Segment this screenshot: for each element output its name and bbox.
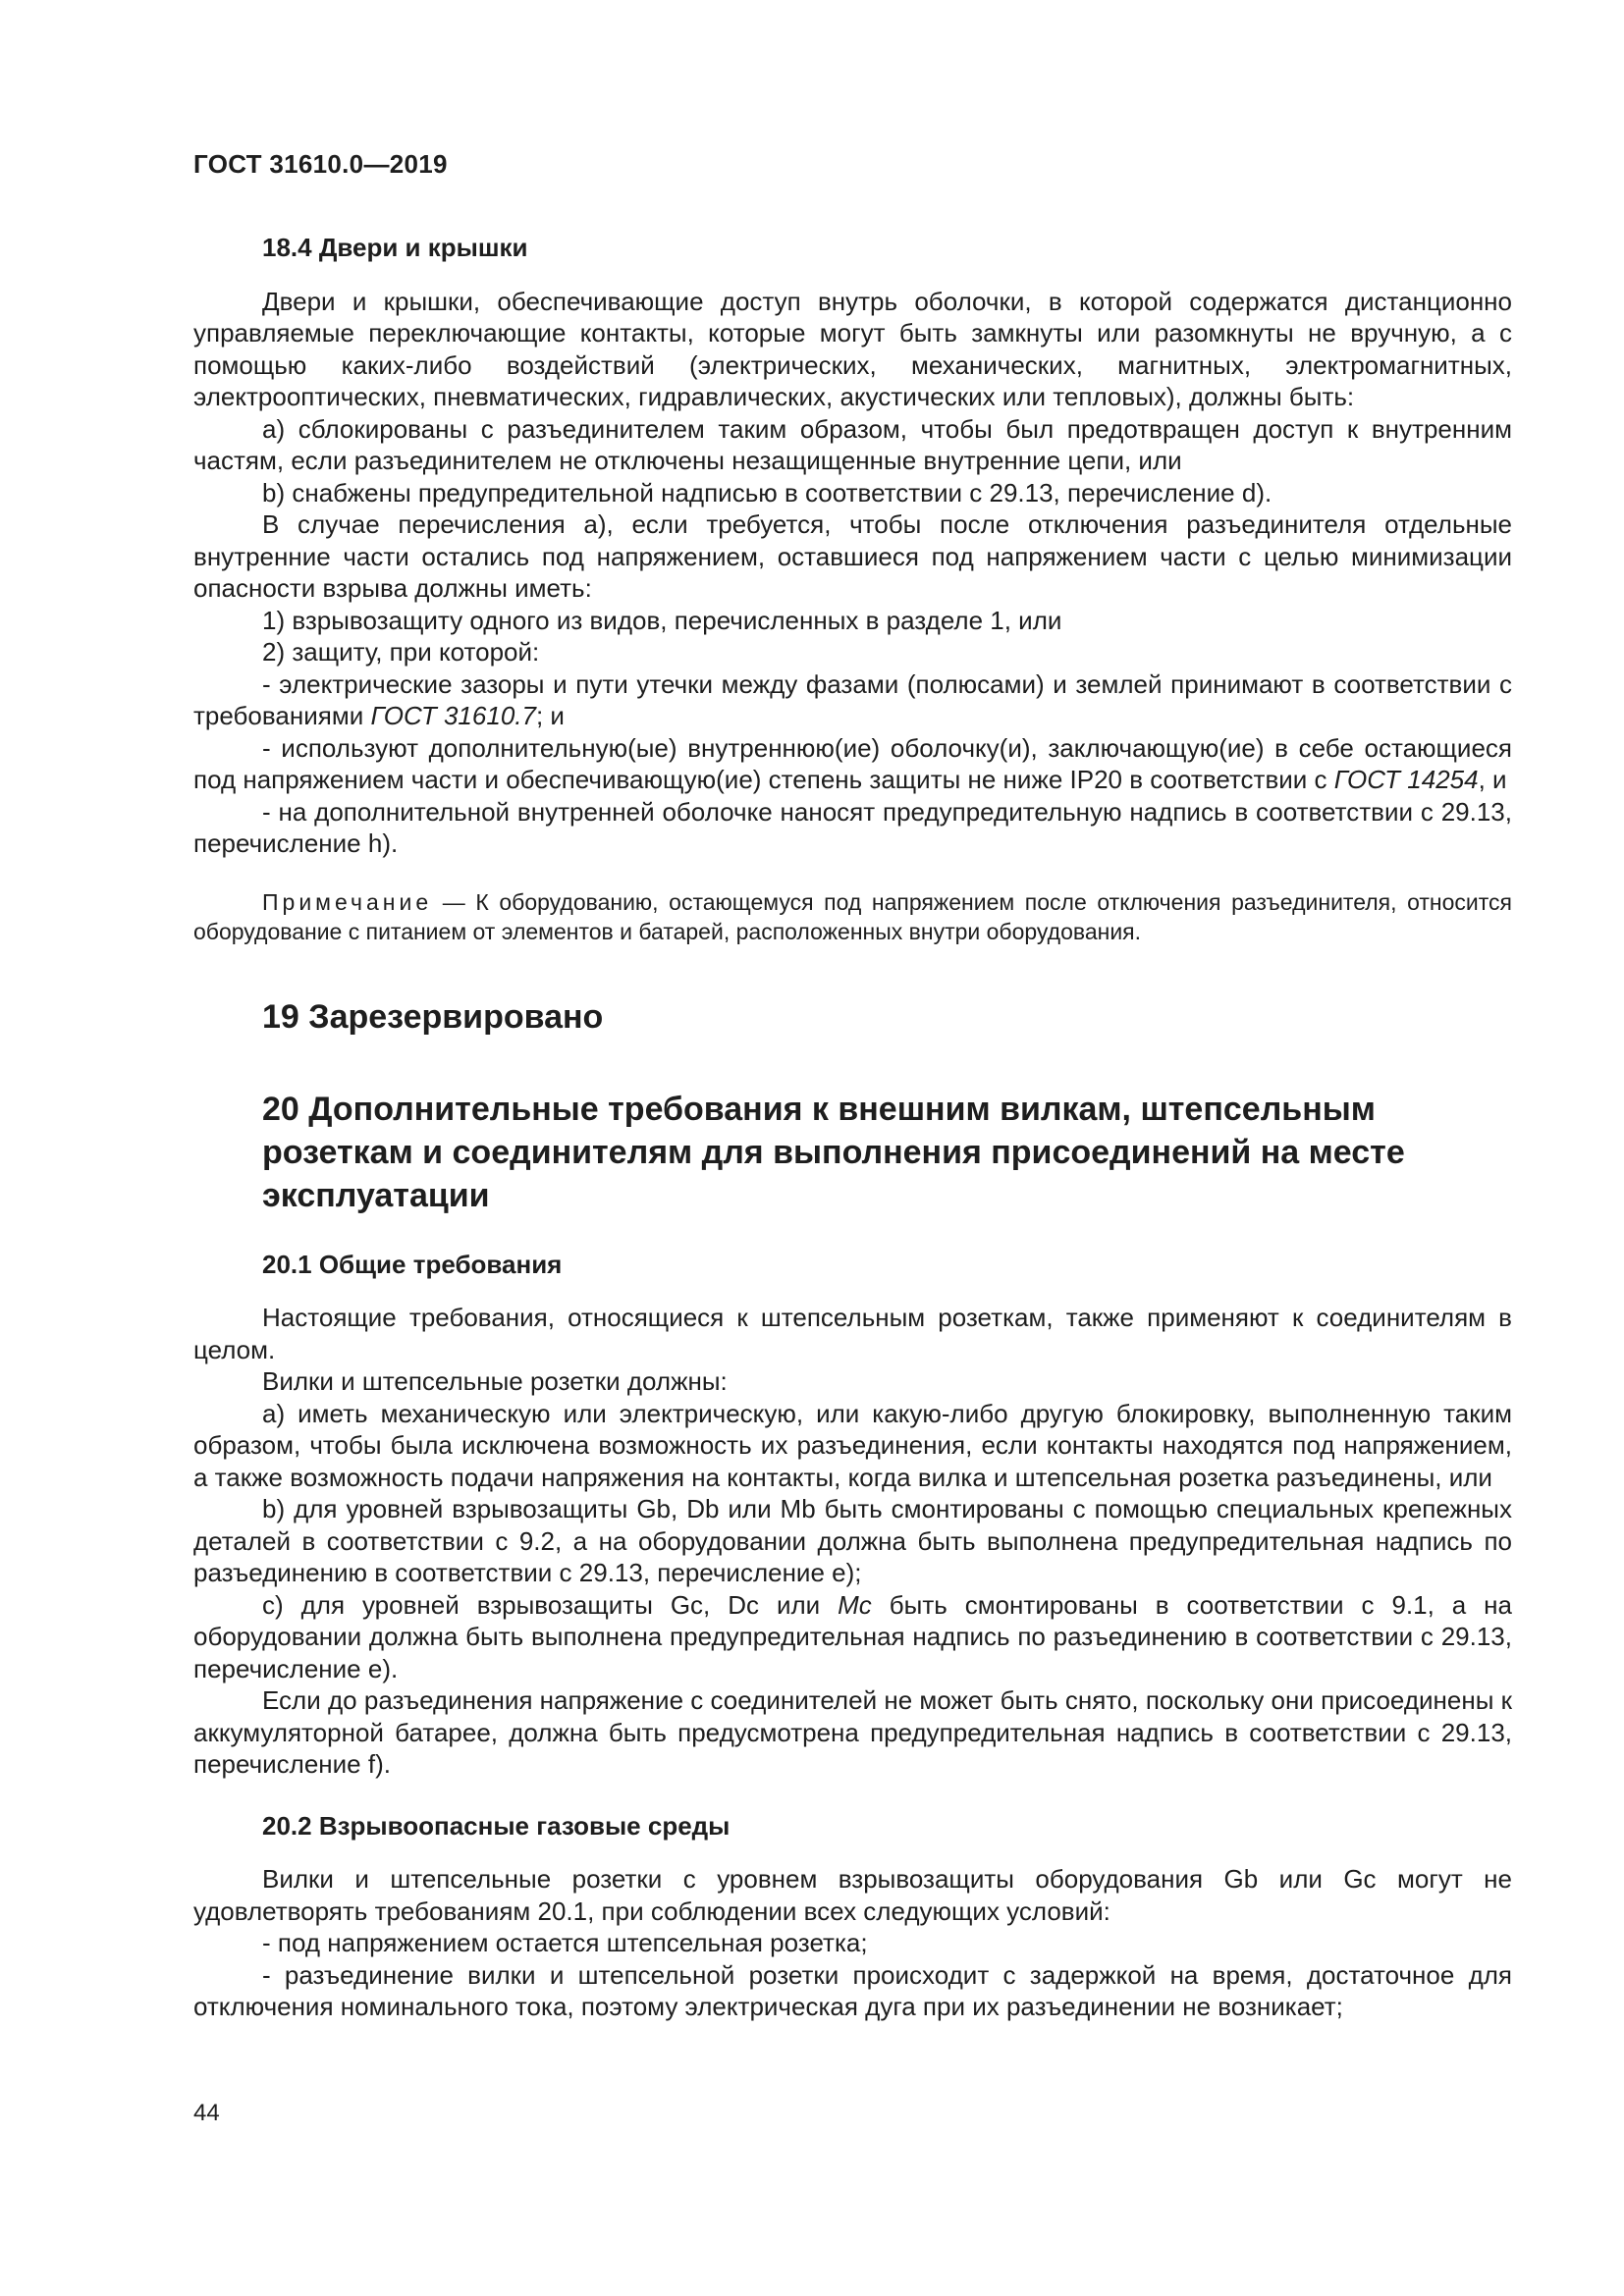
paragraph: В случае перечисления а), если требуется, чтобы после отключения разъединителя отдельные внутренние части остались под напряжением, оставшиеся под напряжением части с целью минимизации опасности взрыва должны иметь: xyxy=(193,509,1512,603)
page-number: 44 xyxy=(193,2100,220,2126)
list-item-text: c) для уровней взрывозащиты Gc, Dc или xyxy=(262,1589,839,1620)
italic-term: Mc xyxy=(838,1589,872,1620)
dash-item-text: - электрические зазоры и пути утечки между фазами (полюсами) и землей принимают в соответствии с требованиями xyxy=(193,668,1512,730)
dash-item-text: ; и xyxy=(535,701,565,730)
dash-item xyxy=(193,732,1512,796)
dash-item-text: - используют дополнительную(ые) внутреннюю(ие) оболочку(и), заключающую(ие) в себе остающиеся под напряжением части и обеспечивающую(ие) степень защиты не ниже IP20 в соответствии с xyxy=(193,732,1512,794)
section-20-heading: 20 Дополнительные требования к внешним вилкам, штепсельным розеткам и соединителям для выполнения присоединений на месте эксплуатации xyxy=(262,1090,1405,1214)
note-label: Примечание xyxy=(262,888,433,915)
standard-reference: ГОСТ 31610.7 xyxy=(370,701,536,730)
dash-item: - под напряжением остается штепсельная розетка; xyxy=(262,1928,868,1957)
note-text: — К оборудованию, остающемуся под напряжением после отключения разъединителя, относится оборудование с питанием от элементов и батарей, расположенных внутри оборудования. xyxy=(193,888,1512,944)
note xyxy=(193,887,1512,946)
list-item: b) для уровней взрывозащиты Gb, Db или Mb быть смонтированы с помощью специальных крепежных деталей в соответствии с 9.2, а на оборудовании должна быть выполнена предупредительная надпись по разъединению в соответствии с 29.13, перечисление е); xyxy=(193,1494,1512,1587)
list-item: b) снабжены предупредительной надписью в соответствии с 29.13, перечисление d). xyxy=(262,477,1272,507)
section-19-heading: 19 Зарезервировано xyxy=(262,997,604,1036)
paragraph: Двери и крышки, обеспечивающие доступ внутрь оболочки, в которой содержатся дистанционно управляемые переключающие контакты, которые могут быть замкнуты или разомкнуты не вручную, а с помощью каких-либо воздействий (электрических, механических, магнитных, электромагнитных, электрооптических, пневматических, гидравлических, акустических или тепловых), должны быть: xyxy=(193,286,1512,411)
list-item: 1) взрывозащиту одного из видов, перечисленных в разделе 1, или xyxy=(262,605,1062,635)
list-item xyxy=(193,1589,1512,1685)
dash-item: - на дополнительной внутренней оболочке наносят предупредительную надпись в соответствии с 29.13, перечисление h). xyxy=(193,796,1512,858)
list-item: 2) защиту, при которой: xyxy=(262,637,540,667)
section-20-1-heading: 20.1 Общие требования xyxy=(262,1249,563,1279)
document-id-header: ГОСТ 31610.0—2019 xyxy=(193,149,448,179)
standard-reference: ГОСТ 14254 xyxy=(1333,765,1479,794)
paragraph: Если до разъединения напряжение с соединителей не может быть снято, поскольку они присоединены к аккумуляторной батарее, должна быть предусмотрена предупредительная надпись в соответствии с 29.13, перечисление f). xyxy=(193,1685,1512,1779)
list-item: a) иметь механическую или электрическую, или какую-либо другую блокировку, выполненную таким образом, чтобы была исключена возможность их разъединения, если контакты находятся под напряжением, а также возможность подачи напряжения на контакты, когда вилка и штепсельная розетка разъединены, или xyxy=(193,1398,1512,1492)
list-item-text: быть смонтированы в соответствии с 9.1, а на оборудовании должна быть выполнена предупредительная надпись по разъединению в соответствии с 29.13, перечисление е). xyxy=(193,1589,1512,1683)
dash-item-text: , и xyxy=(1478,765,1507,794)
section-20-2-heading: 20.2 Взрывоопасные газовые среды xyxy=(262,1810,731,1841)
paragraph: Вилки и штепсельные розетки должны: xyxy=(262,1366,728,1396)
paragraph: Настоящие требования, относящиеся к штепсельным розеткам, также применяют к соединителям в целом. xyxy=(193,1303,1512,1364)
section-18-4-heading: 18.4 Двери и крышки xyxy=(262,233,528,262)
page-content xyxy=(193,232,1512,2023)
dash-item: - разъединение вилки и штепсельной розетки происходит с задержкой на время, достаточное для отключения номинального тока, поэтому электрическая дуга при их разъединении не возникает; xyxy=(193,1959,1512,2021)
list-item: a) сблокированы с разъединителем таким образом, чтобы был предотвращен доступ к внутренним частям, если разъединителем не отключены незащищенные внутренние цепи, или xyxy=(193,413,1512,475)
paragraph: Вилки и штепсельные розетки с уровнем взрывозащиты оборудования Gb или Gc могут не удовлетворять требованиям 20.1, при соблюдении всех следующих условий: xyxy=(193,1864,1512,1926)
dash-item xyxy=(193,668,1512,732)
